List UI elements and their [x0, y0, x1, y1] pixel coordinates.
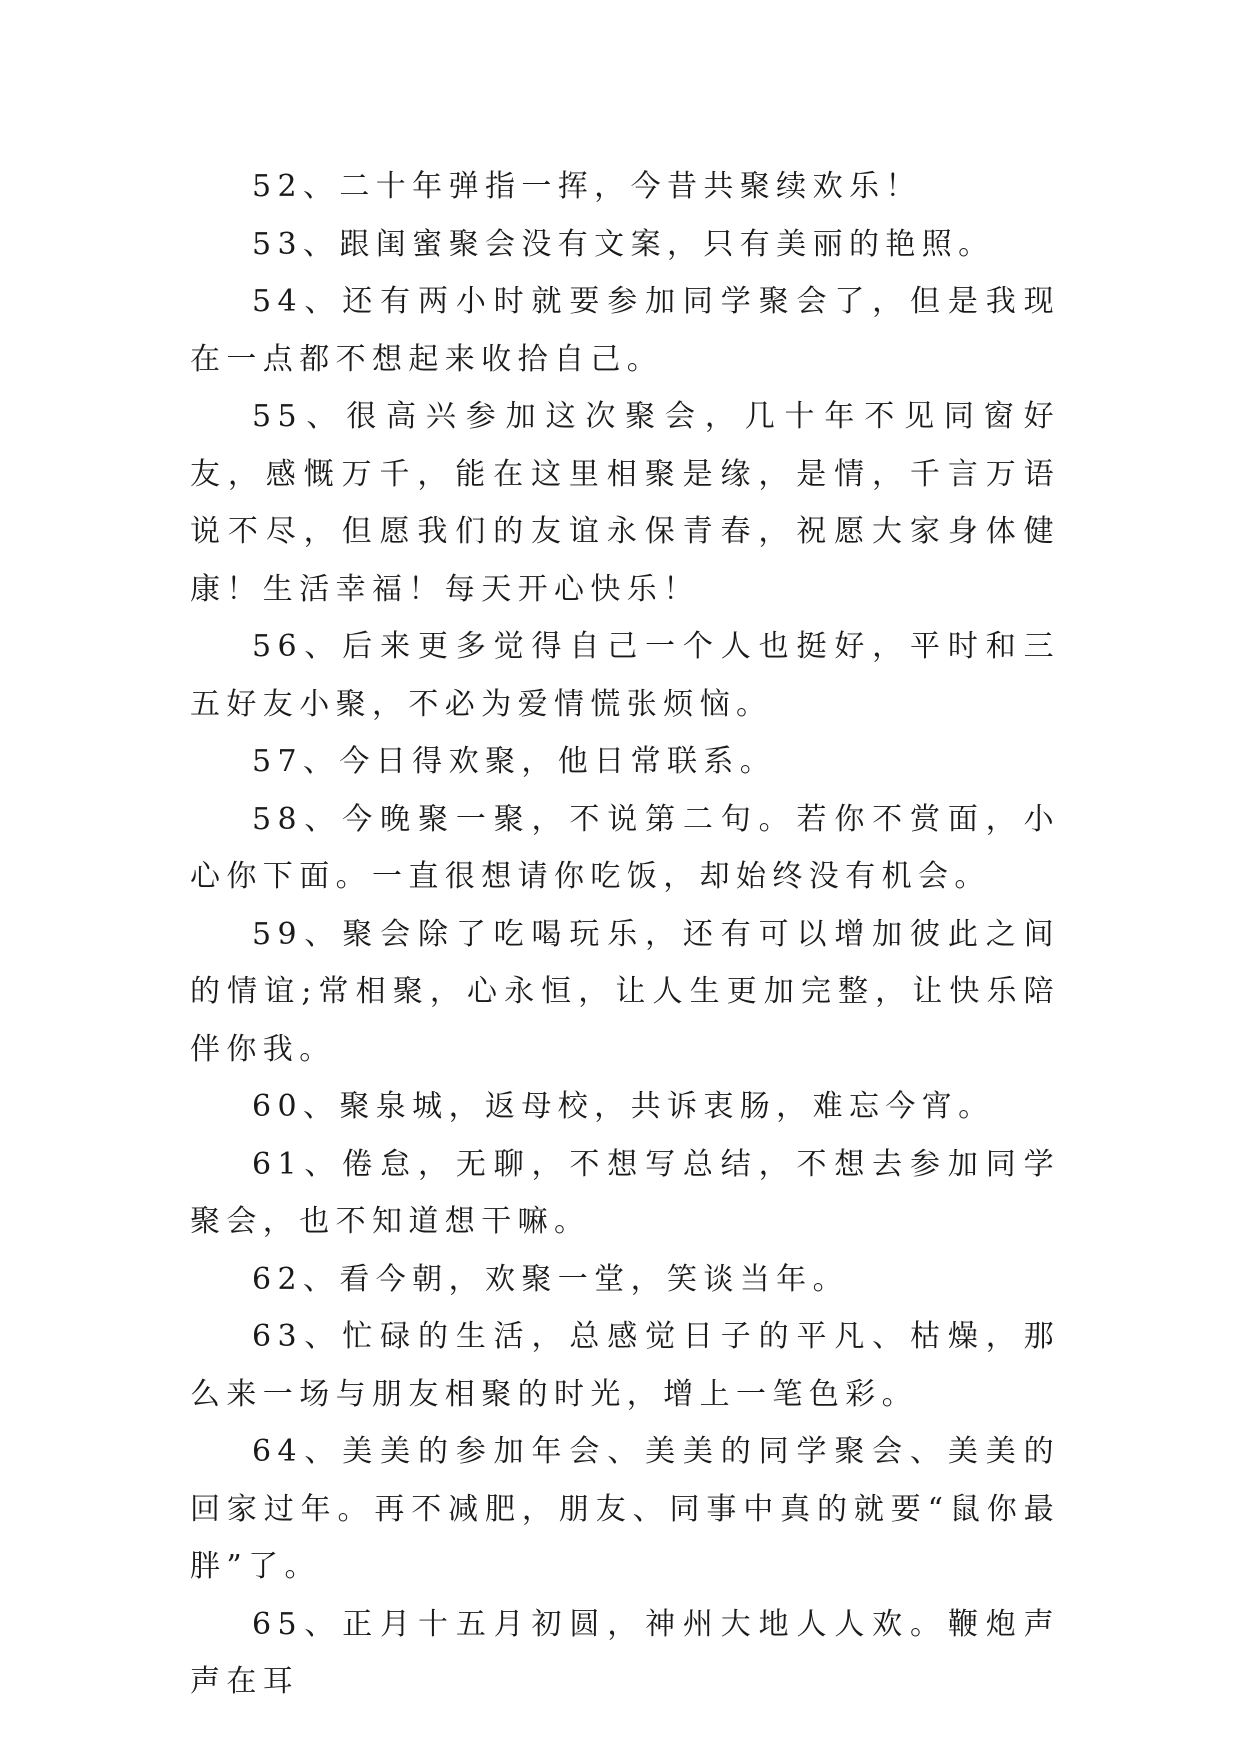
paragraph-58: 58、今晚聚一聚，不说第二句。若你不赏面，小心你下面。一直很想请你吃饭，却始终没有机会。	[190, 801, 1060, 894]
paragraph-61: 61、倦怠，无聊，不想写总结，不想去参加同学聚会，也不知道想干嘛。	[190, 1146, 1060, 1239]
paragraph-63: 63、忙碌的生活，总感觉日子的平凡、枯燥，那么来一场与朋友相聚的时光，增上一笔色彩。	[190, 1319, 1060, 1412]
paragraph-52: 52、二十年弹指一挥，今昔共聚续欢乐！	[252, 169, 922, 204]
paragraph-54: 54、还有两小时就要参加同学聚会了，但是我现在一点都不想起来收拾自己。	[190, 284, 1060, 377]
paragraph-59: 59、聚会除了吃喝玩乐，还有可以增加彼此之间的情谊;常相聚，心永恒，让人生更加完整，让快乐陪伴你我。	[190, 916, 1060, 1067]
paragraph-65: 65、正月十五月初圆，神州大地人人欢。鞭炮声声在耳	[190, 1606, 1060, 1699]
paragraph-60: 60、聚泉城，返母校，共诉衷肠，难忘今宵。	[252, 1089, 995, 1124]
paragraph-55: 55、很高兴参加这次聚会，几十年不见同窗好友，感慨万千，能在这里相聚是缘，是情，千言万语说不尽，但愿我们的友谊永保青春，祝愿大家身体健康！生活幸福！每天开心快乐！	[190, 399, 1060, 607]
paragraph-64: 64、美美的参加年会、美美的同学聚会、美美的回家过年。再不减肥，朋友、同事中真的就要“鼠你最胖”了。	[190, 1434, 1060, 1584]
paragraph-57: 57、今日得欢聚，他日常联系。	[252, 744, 777, 779]
paragraph-53: 53、跟闺蜜聚会没有文案，只有美丽的艳照。	[252, 226, 995, 262]
paragraph-62: 62、看今朝，欢聚一堂，笑谈当年。	[252, 1261, 849, 1297]
paragraph-56: 56、后来更多觉得自己一个人也挺好，平时和三五好友小聚，不必为爱情慌张烦恼。	[190, 629, 1060, 722]
document-body	[190, 158, 1060, 1711]
